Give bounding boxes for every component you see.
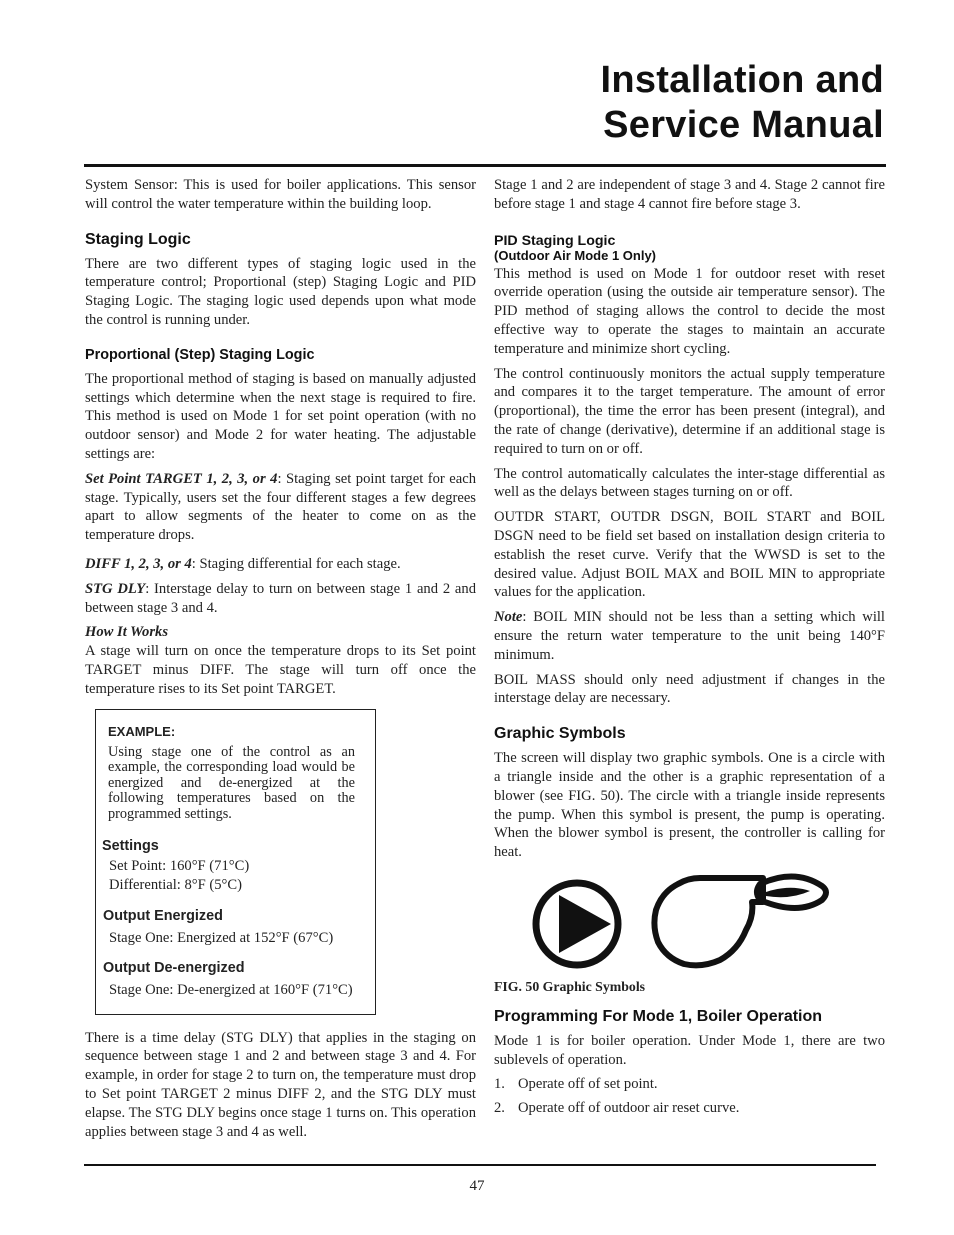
proportional-paragraph: The proportional method of staging is based on manually adjusted settings which determine when the next stage is required to fire. This method is used on Mode 1 for set point operation (with no outdoor sensor) and Mode 2 for water heating. The adjustable settings are: — [85, 370, 476, 462]
example-box-content — [108, 724, 355, 823]
right-column — [494, 176, 885, 1123]
programming-heading: Programming For Mode 1, Boiler Operation — [494, 1007, 823, 1025]
blower-icon — [650, 872, 830, 972]
time-delay-paragraph: There is a time delay (STG DLY) that applies in the staging on sequence between stage 1 and 2 and between stage 3 and 4. For example, in order for stage 2 to turn on, the temperature must drop to Set point TARGET 2 minus DIFF 2, and the STG DLY must elapse. The STG DLY begins once stage 1 turns on. This operation applies between stage 3 and 4 as well. — [85, 1029, 476, 1140]
list-item — [494, 1099, 885, 1118]
stg-dly-paragraph — [85, 580, 476, 618]
left-column — [85, 176, 476, 1147]
diff-text: : Staging differential for each stage. — [191, 555, 401, 572]
list-item-text: Operate off of set point. — [518, 1076, 658, 1093]
pid-subheading: (Outdoor Air Mode 1 Only) — [494, 247, 657, 263]
diff-paragraph — [85, 555, 476, 574]
example-paragraph: Using stage one of the control as an example, the corresponding load would be energized and de-energized at the following temperatures based on the programmed settings. — [108, 743, 355, 822]
output-energized-value: Stage One: Energized at 152°F (67°C) — [109, 929, 334, 946]
stg-dly-label: STG DLY — [85, 580, 146, 597]
header-line-1: Installation and — [600, 59, 884, 101]
how-it-works-label: How It Works — [85, 624, 168, 641]
staging-logic-paragraph: There are two different types of staging logic used in the temperature control; Proportional (step) Staging Logic and PID Staging Logic. The staging logic used depends upon what mode the control is running under. — [85, 255, 476, 328]
pid-paragraph-2: The control continuously monitors the actual supply temperature and compares it to the target temperature. The amount of error (proportional), the time the error has been present (integral), and the rate of change (derivative), determine if an additional stage is required to turn on or off. — [494, 365, 885, 457]
pid-paragraph-4: OUTDR START, OUTDR DSGN, BOIL START and BOIL DSGN need to be field set based on installation design criteria to establish the reset curve. Verify that the WWSD is set to the desired value. Adjust BOIL MAX and BOIL MIN to appropriate values for the application. — [494, 509, 885, 601]
list-item-number: 2. — [494, 1100, 505, 1117]
output-deenergized-value: Stage One: De-energized at 160°F (71°C) — [109, 981, 353, 998]
pid-paragraph-3: The control automatically calculates the inter-stage differential as well as the delays between stages turning on or off. — [494, 465, 885, 501]
stg-dly-text: : Interstage delay to turn on between stage 1 and 2 and between stage 3 and 4. — [85, 580, 476, 616]
system-sensor-paragraph: System Sensor: This is used for boiler applications. This sensor will control the water temperature within the building loop. — [85, 177, 476, 212]
stage-independence-paragraph: Stage 1 and 2 are independent of stage 3 and 4. Stage 2 cannot fire before stage 1 and stage 4 cannot fire before stage 3. — [494, 177, 885, 212]
header-rule — [84, 164, 886, 167]
list-item — [494, 1075, 885, 1094]
figure-50-caption: FIG. 50 Graphic Symbols — [494, 978, 646, 994]
figure-50 — [494, 872, 885, 972]
page-header-title — [601, 58, 885, 148]
graphic-symbols-paragraph: The screen will display two graphic symbols. One is a circle with a triangle inside and the other is a graphic representation of a blower (see FIG. 50). The circle with a triangle inside represents the pump. When this symbol is present, the pump is operating. When the blower symbol is present, the controller is calling for heat. — [494, 750, 885, 861]
set-point-text: : Staging set point target for each stage. Typically, users set the four different stages a few degrees apart to allow segments of the heater to come on as the temperature drops. — [85, 470, 477, 544]
settings-label: Settings — [102, 837, 159, 854]
differential-value: Differential: 8°F (5°C) — [109, 876, 242, 893]
output-energized-label: Output Energized — [103, 907, 223, 924]
pump-icon — [530, 878, 626, 970]
pid-paragraph-1: This method is used on Mode 1 for outdoor reset with reset override operation (using the outside air temperature sensor). The PID method of staging allows the control to decide the most effective way to operate the stages to maintain an accurate temperature and minimize short cycling. — [494, 265, 885, 357]
footer-rule — [84, 1164, 876, 1166]
page-number: 47 — [469, 1178, 485, 1194]
graphic-symbols-heading: Graphic Symbols — [494, 725, 626, 743]
operation-list — [494, 1075, 885, 1118]
header-line-2: Service Manual — [603, 104, 884, 146]
example-box — [95, 709, 376, 1015]
list-item-number: 1. — [494, 1076, 505, 1093]
note-text: : BOIL MIN should not be less than a setting which will ensure the return water temperature to the unit being 140°F minimum. — [494, 609, 885, 663]
list-item-text: Operate off of outdoor air reset curve. — [518, 1100, 740, 1117]
diff-label: DIFF 1, 2, 3, or 4 — [85, 555, 192, 572]
proportional-heading: Proportional (Step) Staging Logic — [85, 346, 315, 363]
pid-heading: PID Staging Logic — [494, 232, 616, 249]
programming-paragraph: Mode 1 is for boiler operation. Under Mode 1, there are two sublevels of operation. — [494, 1032, 885, 1068]
set-point-value: Set Point: 160°F (71°C) — [109, 857, 250, 874]
how-it-works-paragraph: A stage will turn on once the temperature drops to its Set point TARGET minus DIFF. The stage will turn off once the temperature rises to its Set point TARGET. — [85, 643, 476, 697]
staging-logic-heading: Staging Logic — [85, 230, 191, 248]
example-label: EXAMPLE: — [108, 723, 176, 739]
set-point-paragraph — [85, 470, 476, 545]
output-deenergized-label: Output De-energized — [103, 959, 245, 976]
set-point-label: Set Point TARGET 1, 2, 3, or 4 — [85, 470, 278, 487]
boil-mass-paragraph: BOIL MASS should only need adjustment if changes in the interstage delay are necessary. — [494, 671, 885, 707]
note-label: Note — [494, 609, 523, 626]
note-paragraph — [494, 608, 885, 664]
